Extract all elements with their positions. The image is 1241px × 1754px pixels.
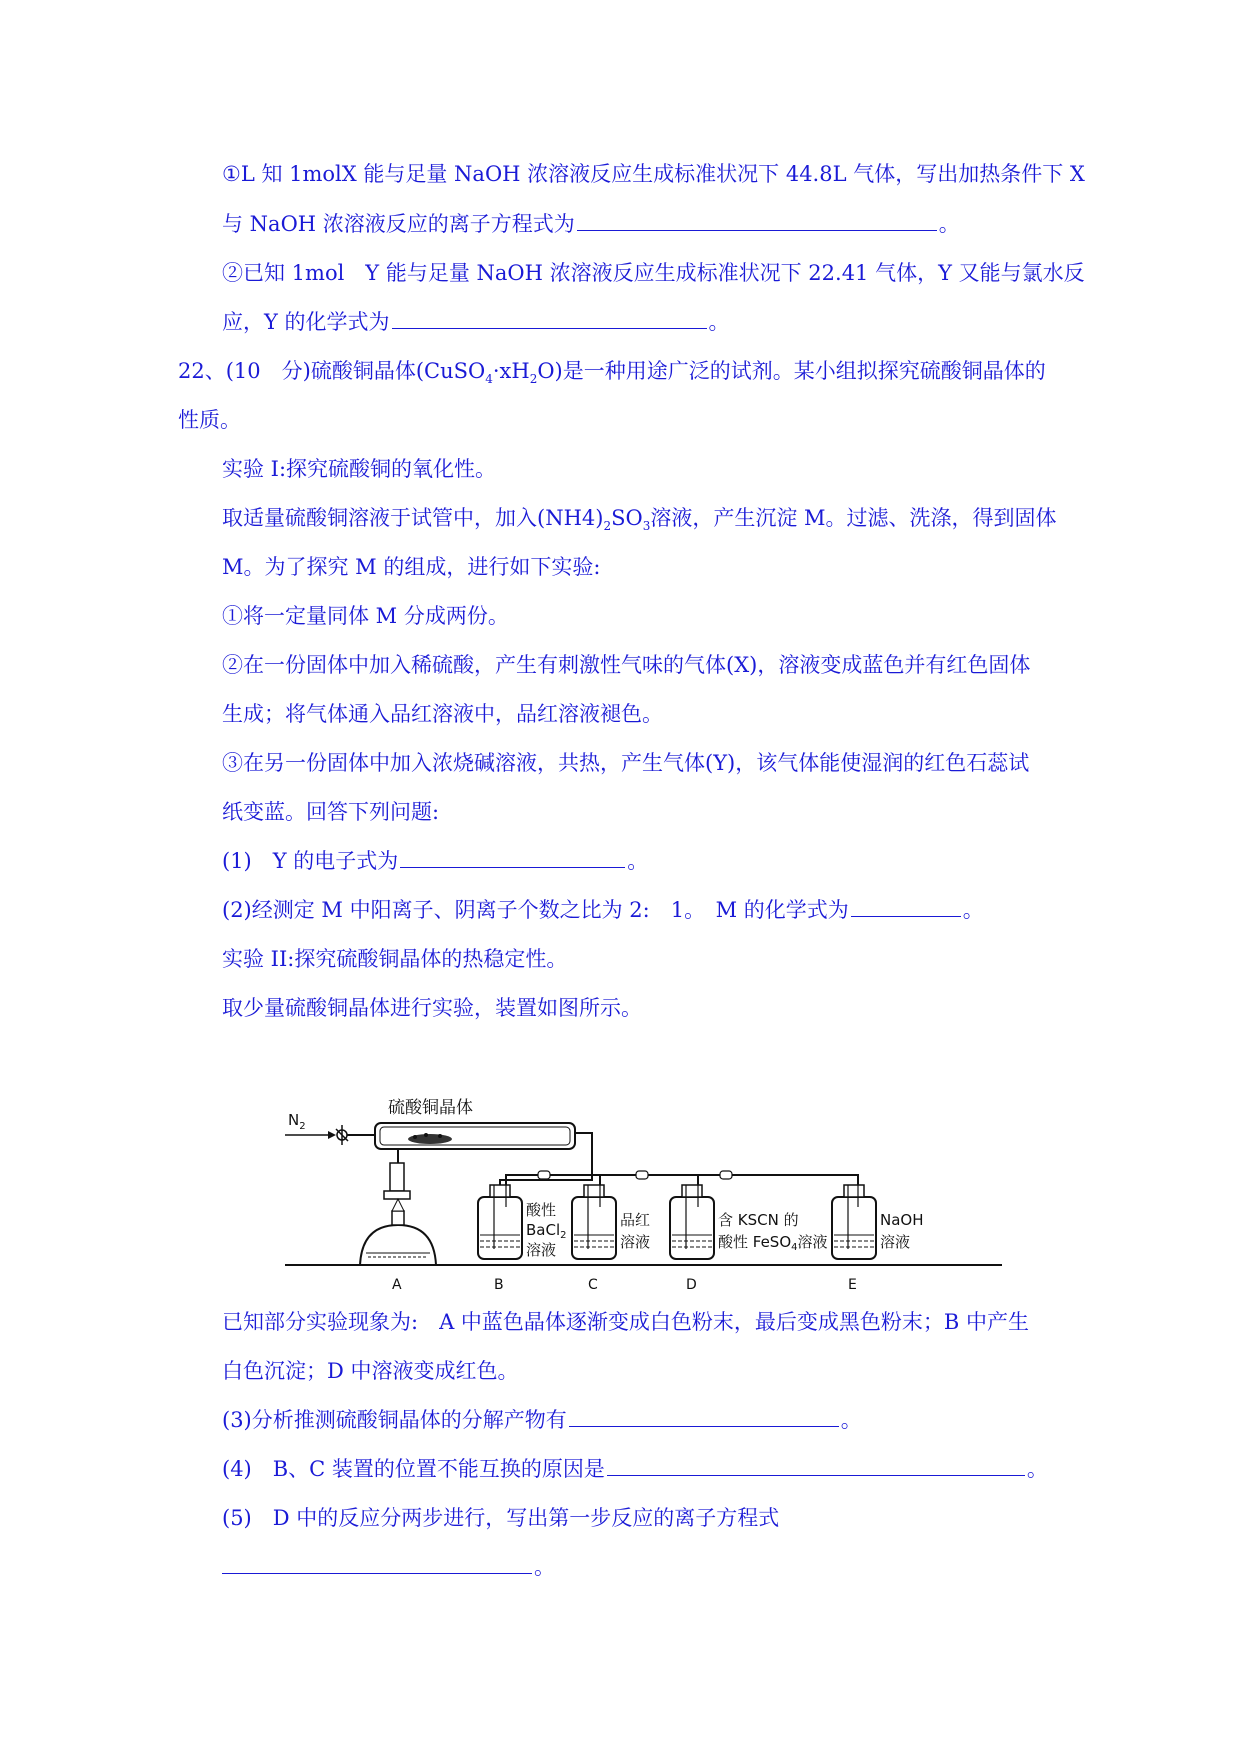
bottle-b xyxy=(478,1185,522,1259)
question-5-answer-line xyxy=(222,1553,555,1581)
step-3-line1: ③在另一份固体中加入浓烧碱溶液，共热，产生气体(Y)，该气体能使湿润的红色石蕊试 xyxy=(222,751,1030,775)
apparatus-diagram xyxy=(280,1085,1010,1300)
question-1 xyxy=(222,847,648,875)
connecting-tube-c-d xyxy=(600,1175,698,1185)
bottle-d xyxy=(670,1185,714,1259)
period: 。 xyxy=(962,898,984,922)
question-2-text: (2)经测定 M 中阳离子、阴离子个数之比为 2: 1。 M 的化学式为 xyxy=(222,898,849,922)
q22-heading-text: ·xH xyxy=(492,359,530,383)
bottle-d-label-2: 酸性 FeSO$_4$溶液 xyxy=(718,1233,828,1253)
subscript: 3 xyxy=(642,519,651,534)
question-1-text: (1) Y 的电子式为 xyxy=(222,849,399,873)
answer-blank[interactable] xyxy=(569,1406,839,1427)
question-3 xyxy=(222,1406,862,1434)
subscript: 4 xyxy=(485,372,493,387)
period: 。 xyxy=(534,1555,555,1579)
n2-label: $N_2$ xyxy=(288,1111,306,1132)
step-2-line2: 生成；将气体通入品红溶液中，品红溶液褪色。 xyxy=(222,702,663,726)
q21-sub1-line1: ①L 知 1molX 能与足量 NaOH 浓溶液反应生成标准状况下 44.8L 气体，写出加热条件下 X xyxy=(222,162,1085,186)
exp2-paragraph: 取少量硫酸铜晶体进行实验，装置如图所示。 xyxy=(222,996,642,1020)
q21-sub2-line2 xyxy=(222,308,730,336)
q22-heading-text: O)是一种用途广泛的试剂。某小组拟探究硫酸铜晶体的 xyxy=(537,359,1046,383)
q22-heading-line2: 性质。 xyxy=(178,408,241,432)
question-4-text: (4) B、C 装置的位置不能互换的原因是 xyxy=(222,1457,605,1481)
bottle-c-label-2: 溶液 xyxy=(620,1233,651,1251)
q21-sub1-text: 与 NaOH 浓溶液反应的离子方程式为 xyxy=(222,212,575,236)
period: 。 xyxy=(840,1408,862,1432)
q22-heading xyxy=(178,357,1046,393)
exp1-paragraph-line2: M。为了探究 M 的组成，进行如下实验: xyxy=(222,555,601,579)
answer-blank[interactable] xyxy=(607,1455,1025,1476)
subscript: 2 xyxy=(603,519,612,534)
step-3-line2: 纸变蓝。回答下列问题: xyxy=(222,800,440,824)
bottle-b-label-2: BaCl$_2$ xyxy=(526,1221,567,1241)
bottle-c xyxy=(572,1185,616,1259)
bottle-c-label-1: 品红 xyxy=(620,1211,651,1229)
label-b: B xyxy=(494,1277,504,1293)
known-phenomena-line2: 白色沉淀；D 中溶液变成红色。 xyxy=(222,1359,519,1383)
exp1-title: 实验 I:探究硫酸铜的氧化性。 xyxy=(222,457,497,481)
label-a: A xyxy=(392,1277,402,1293)
tube-label: 硫酸铜晶体 xyxy=(388,1098,473,1118)
q21-sub2-text: 应，Y 的化学式为 xyxy=(222,310,390,334)
period: 。 xyxy=(627,849,649,873)
bottle-b-label-1: 酸性 xyxy=(526,1201,557,1219)
arrow-head-icon xyxy=(328,1131,336,1139)
known-phenomena-line1: 已知部分实验现象为: A 中蓝色晶体逐渐变成白色粉末，最后变成黑色粉末；B 中产生 xyxy=(222,1310,1030,1334)
q21-sub1-line2 xyxy=(222,210,960,238)
exp1-paragraph-line1 xyxy=(222,504,1057,540)
step-1: ①将一定量同体 M 分成两份。 xyxy=(222,604,509,628)
bottle-b-label-3: 溶液 xyxy=(526,1241,557,1259)
answer-blank[interactable] xyxy=(577,210,937,231)
period: 。 xyxy=(708,310,730,334)
bottle-e-label-1: NaOH xyxy=(880,1211,924,1229)
exp2-title: 实验 II:探究硫酸铜晶体的热稳定性。 xyxy=(222,947,568,971)
label-c: C xyxy=(588,1277,598,1293)
question-3-text: (3)分析推测硫酸铜晶体的分解产物有 xyxy=(222,1408,567,1432)
label-d: D xyxy=(686,1277,697,1293)
q21-sub2-line1: ②已知 1mol Y 能与足量 NaOH 浓溶液反应生成标准状况下 22.41 气体，Y 又能与氯水反 xyxy=(222,261,1085,285)
step-2-line1: ②在一份固体中加入稀硫酸，产生有刺激性气味的气体(X)，溶液变成蓝色并有红色固体 xyxy=(222,653,1031,677)
exp1-text: 溶液，产生沉淀 M。过滤、洗涤，得到固体 xyxy=(650,506,1057,530)
question-4 xyxy=(222,1455,1048,1483)
question-5: (5) D 中的反应分两步进行，写出第一步反应的离子方程式 xyxy=(222,1506,780,1530)
q22-heading-text: 22、(10 分)硫酸铜晶体(CuSO xyxy=(178,359,486,383)
flame-icon xyxy=(392,1199,404,1211)
answer-blank[interactable] xyxy=(400,847,625,868)
label-e: E xyxy=(848,1277,857,1293)
exp1-text: SO xyxy=(611,506,643,530)
question-2 xyxy=(222,896,984,924)
period: 。 xyxy=(938,212,960,236)
answer-blank[interactable] xyxy=(222,1553,532,1574)
answer-blank[interactable] xyxy=(851,896,961,917)
subscript: 2 xyxy=(529,372,538,387)
exp1-text: 取适量硫酸铜溶液于试管中，加入(NH4) xyxy=(222,506,604,530)
bottle-e xyxy=(832,1185,876,1259)
alcohol-lamp xyxy=(360,1225,436,1265)
period: 。 xyxy=(1026,1457,1048,1481)
bottle-d-label-1: 含 KSCN 的 xyxy=(718,1211,799,1229)
answer-blank[interactable] xyxy=(392,308,707,329)
bottle-e-label-2: 溶液 xyxy=(880,1233,911,1251)
